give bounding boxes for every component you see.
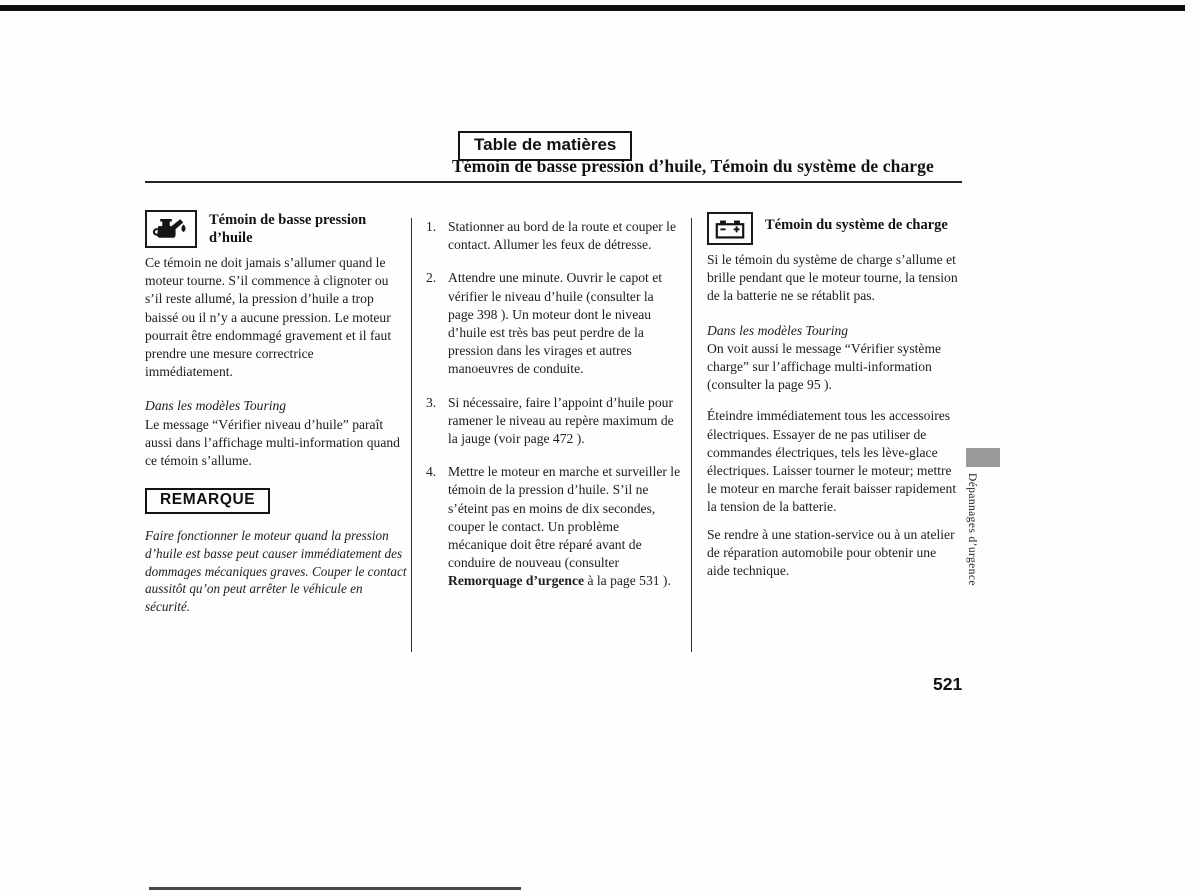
- step-2: [426, 269, 681, 378]
- notice-text: Faire fonctionner le moteur quand la pression d’huile est basse peut causer immédiatement des dommages mécaniques graves. Couper le contact aussitôt qu’on peut arrêter le véhicule en sécurité.: [145, 528, 407, 614]
- content-columns: [145, 210, 962, 615]
- page-title: Témoin de basse pression d’huile, Témoin du système de charge: [452, 156, 934, 176]
- step-1-text: Stationner au bord de la route et couper le contact. Allumer les feux de détresse.: [448, 219, 676, 253]
- step-4-number: 4.: [426, 464, 437, 480]
- step-4: [426, 463, 681, 590]
- table-of-contents-button[interactable]: Table de matières: [458, 131, 632, 161]
- scan-artifact-bottom-line: [149, 887, 521, 890]
- oil-section-header: [145, 210, 400, 248]
- emergency-towing-reference: Remorquage d’urgence: [448, 573, 585, 589]
- section-tab-label: Dépannages d’urgence: [966, 473, 978, 586]
- step-3-number: 3.: [426, 394, 437, 410]
- oil-pressure-section: [145, 210, 407, 615]
- title-rule: [145, 181, 962, 183]
- scan-artifact-top-bar: [0, 5, 1185, 11]
- charge-paragraph-accessories: Éteindre immédiatement tous les accessoires électriques. Essayer de ne pas utiliser de commandes électriques, tels les lève-glace électriques. Laisser tourner le moteur; mettre le moteur en marche ferait baisser rapidement la tension de la batterie.: [707, 408, 957, 515]
- oil-intro-paragraph: Ce témoin ne doit jamais s’allumer quand le moteur tourne. S’il commence à clignoter ou s’il reste allumé, la pression d’huile a trop baissé ou il n’y a aucune pression. Le moteur pourrait être endommagé gravement et il faut prendre une mesure correctrice immédiatement.: [145, 255, 392, 380]
- touring-models-text: Le message “Vérifier niveau d’huile” paraît aussi dans l’affichage multi-information quand ce témoin s’allume.: [145, 416, 400, 469]
- touring-models-label-charge: Dans les modèles Touring: [707, 322, 849, 338]
- step-2-text: Attendre une minute. Ouvrir le capot et vérifier le niveau d’huile (consulter la page 398 ). Un moteur dont le niveau d’huile est très bas peut perdre de la pression dans les virages et autres manoeuvres de conduite.: [448, 270, 663, 377]
- notice-box: REMARQUE: [145, 488, 270, 514]
- page-number: 521: [933, 674, 963, 694]
- step-3-text: Si nécessaire, faire l’appoint d’huile pour ramener le niveau au repère maximum de la jauge (voir page 472 ).: [448, 394, 674, 447]
- procedure-steps: [426, 210, 681, 615]
- step-4-text: Mettre le moteur en marche et surveiller le témoin de la pression d’huile. S’il ne s’éteint pas en moins de dix secondes, couper le contact. Un problème mécanique doit être réparé avant de conduire de nouveau (consulter Remorquage d’urgence à la page 531 ).: [448, 464, 681, 589]
- oil-pressure-warning-icon: [145, 210, 197, 248]
- step-3: [426, 394, 681, 449]
- charge-system-section: [707, 210, 962, 615]
- charge-section-heading: Témoin du système de charge: [765, 217, 948, 233]
- step-1: [426, 218, 681, 254]
- charge-section-header: [707, 210, 962, 245]
- step-2-number: 2.: [426, 270, 437, 286]
- step-1-number: 1.: [426, 219, 437, 234]
- section-tab-marker: [966, 448, 1000, 467]
- oil-section-heading: Témoin de basse pression d’huile: [209, 212, 367, 246]
- charge-paragraph-service: Se rendre à une station-service ou à un atelier de réparation automobile pour obtenir une aide technique.: [707, 526, 955, 579]
- battery-charge-icon: [707, 212, 753, 245]
- charge-intro-paragraph: Si le témoin du système de charge s’allume et brille pendant que le moteur tourne, la tension de la batterie ne se rétablit pas.: [707, 252, 958, 304]
- touring-models-label: Dans les modèles Touring: [145, 398, 287, 414]
- touring-models-text-charge: On voit aussi le message “Vérifier système charge” sur l’affichage multi-information (consulter la page 95 ).: [707, 340, 942, 393]
